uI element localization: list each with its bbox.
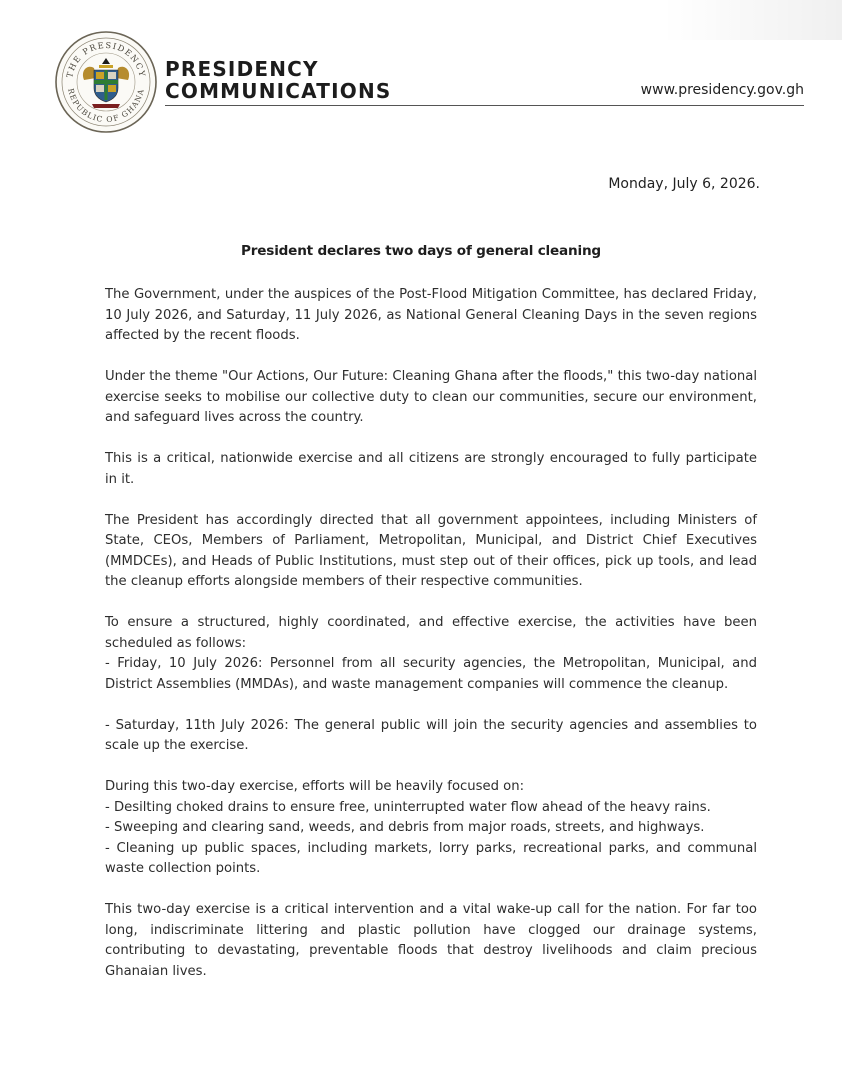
page-corner-shadow bbox=[662, 0, 842, 40]
schedule-item: - Saturday, 11th July 2026: The general public will join the security agencies and assemblies to scale up the exercise. bbox=[105, 717, 757, 753]
focus-item: - Desilting choked drains to ensure free, uninterrupted water flow ahead of the heavy rains. bbox=[105, 799, 711, 815]
paragraph: Under the theme "Our Actions, Our Future: Cleaning Ghana after the floods," this two-day national exercise seeks to mobilise our collective duty to clean our communities, secure our environment, and safeguard lives across the country. bbox=[105, 369, 757, 425]
paragraph: The President has accordingly directed that all government appointees, including Ministers of State, CEOs, Members of Parliament, Metropolitan, Municipal, and District Chief Executives (MMDCEs), and Heads of Public Institutions, must step out of their offices, pick up tools, and lead the cleanup efforts alongside members of their respective communities. bbox=[105, 512, 757, 589]
header-divider bbox=[165, 105, 804, 106]
svg-text:REPUBLIC OF GHANA: REPUBLIC OF GHANA bbox=[66, 87, 146, 125]
paragraph: To ensure a structured, highly coordinated, and effective exercise, the activities have been scheduled as follows: bbox=[105, 615, 757, 651]
paragraph: This two-day exercise is a critical intervention and a vital wake-up call for the nation. For far too long, indiscriminate littering and plastic pollution have clogged our drainage systems, contributing to devastating, preventable floods that destroy livelihoods and claim precious Ghanaian lives. bbox=[105, 902, 757, 979]
schedule-item: - Friday, 10 July 2026: Personnel from all security agencies, the Metropolitan, Municipal, and District Assemblies (MMDAs), and waste management companies will commence the cleanup. bbox=[105, 656, 757, 692]
presidency-seal-icon bbox=[54, 30, 158, 134]
release-title: President declares two days of general cleaning bbox=[241, 243, 601, 259]
svg-text:THE PRESIDENCY: THE PRESIDENCY bbox=[64, 39, 148, 79]
paragraph: This is a critical, nationwide exercise and all citizens are strongly encouraged to fully participate in it. bbox=[105, 451, 757, 487]
paragraph: The Government, under the auspices of the Post-Flood Mitigation Committee, has declared Friday, 10 July 2026, and Saturday, 11 July 2026, as National General Cleaning Days in the seven regions affected by the recent floods. bbox=[105, 287, 757, 343]
website-address: www.presidency.gov.gh bbox=[640, 82, 804, 98]
focus-item: - Sweeping and clearing sand, weeds, and debris from major roads, streets, and highways. bbox=[105, 820, 705, 835]
release-date: Monday, July 6, 2026. bbox=[608, 176, 760, 192]
focus-item: - Cleaning up public spaces, including markets, lorry parks, recreational parks, and communal waste collection points. bbox=[105, 840, 757, 876]
release-body bbox=[105, 285, 757, 1003]
brand-wordmark bbox=[165, 58, 392, 102]
brand-line-communications: COMMUNICATIONS bbox=[165, 79, 392, 103]
brand-line-presidency: PRESIDENCY bbox=[165, 57, 319, 81]
paragraph: During this two-day exercise, efforts will be heavily focused on: bbox=[105, 779, 525, 794]
